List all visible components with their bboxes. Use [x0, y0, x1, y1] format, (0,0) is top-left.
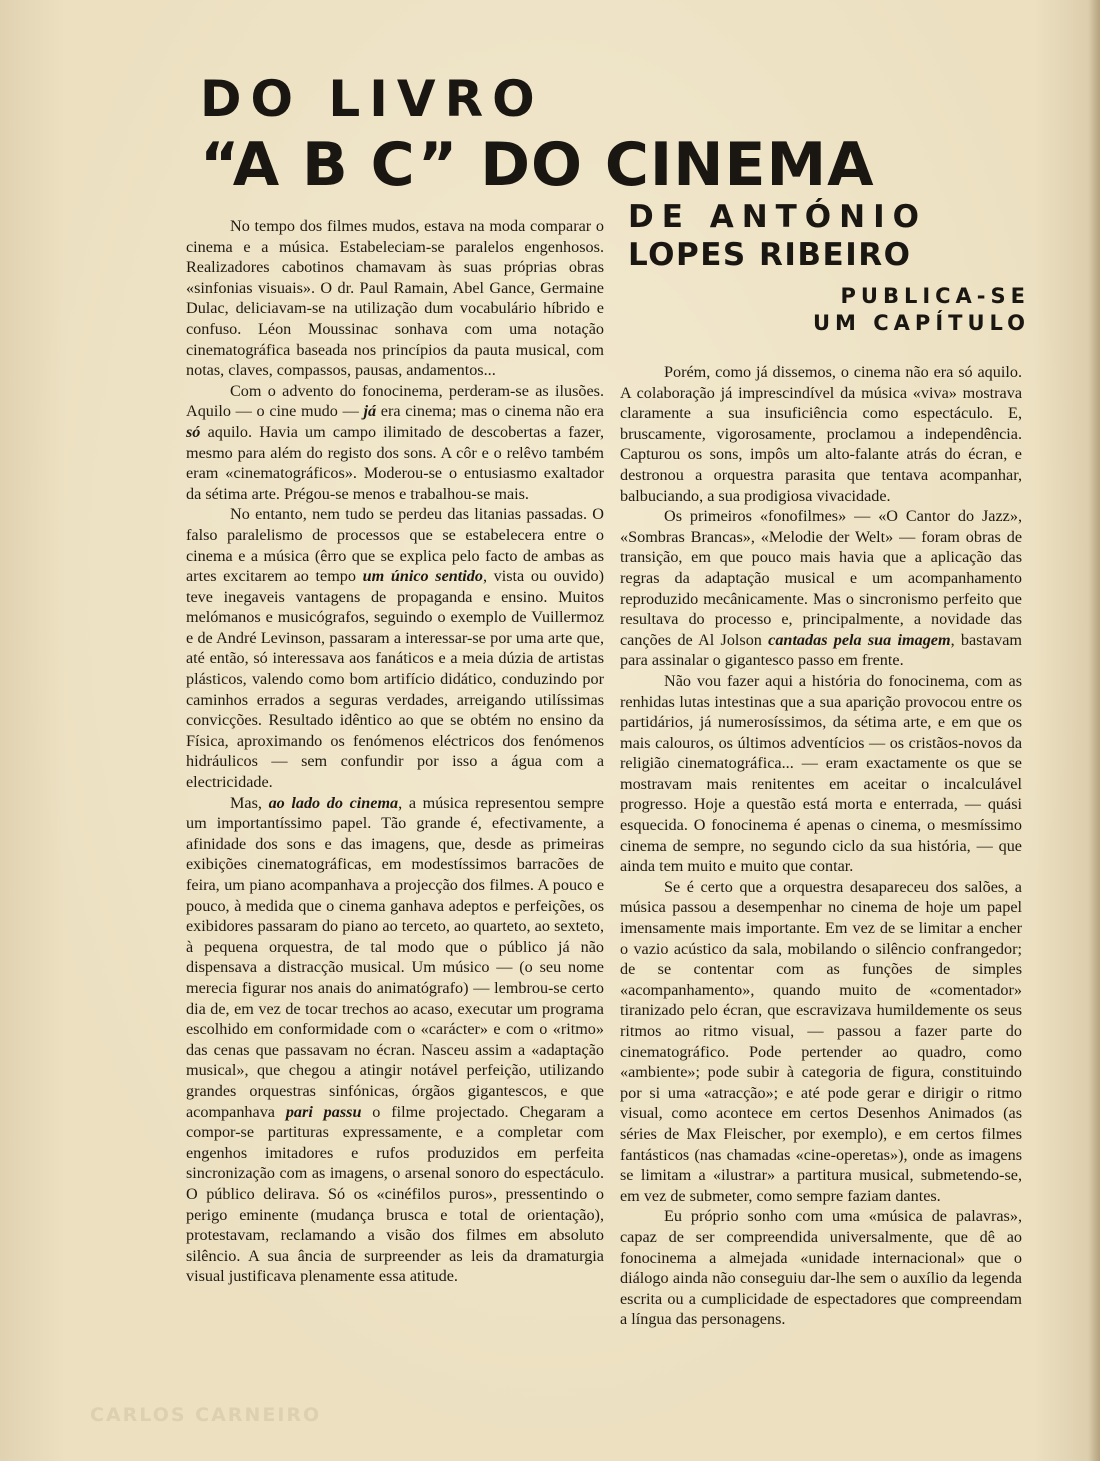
paragraph-text: , bastavam para assinalar o gigantesco passo em frente. — [620, 630, 1022, 670]
article-paragraph — [620, 506, 1022, 671]
left-text-column — [186, 216, 604, 1287]
article-paragraph — [186, 381, 604, 505]
paragraph-text: aquilo. Havia um campo ilimitado de descobertas a fazer, mesmo para além do registo dos sons. A côr e o relêvo também eram «cinematográficos». Moderou-se o entusiasmo exaltador da sétima arte. Prégou-se menos e trabalhou-se mais. — [186, 422, 604, 503]
emphasis-text: só — [186, 422, 201, 441]
title-line-2: “A B C” DO CINEMA — [200, 130, 875, 200]
article-paragraph — [186, 793, 604, 1287]
article-kicker — [813, 283, 1030, 337]
paragraph-text: Eu próprio sonho com uma «música de palavras», capaz de ser compreendida universalmente, que dê ao fonocinema a almejada «unidade internacional» que o diálogo ainda não conseguiu dar-lhe sem o auxílio da legenda escrita ou a cumplicidade de espectadores que compreendam a língua das personagens. — [620, 1207, 1022, 1329]
emphasis-text: pari passu — [285, 1102, 362, 1121]
author-line-2: LOPES RIBEIRO — [628, 237, 912, 273]
article-title — [200, 68, 875, 200]
paragraph-text: Se é certo que a orquestra desapareceu dos salões, a música passou a desempenhar no cinema de hoje um papel imensamente mais importante. Em vez de se limitar a encher o vazio acústico da sala, mobilando o silêncio confrangedor; de se contentar com as funções de simples «acompanhamento», quando muito de «comentador» tiranizado pelo écran, que escravizava humildemente os seus ritmos ao ritmo visual, — passou a fazer parte do cinematográfico. Pode pertender ao quadro, como «ambiente»; pode subir à categoria de figura, constituindo por si uma «atracção»; e até pode gerar e dirigir o ritmo visual, como acontece em certos Desenhos Animados (as séries de Max Fleischer, por exemplo), e em certos filmes fantásticos (nas chamadas «cine-operetas»), onde as imagens se limitam a «ilustrar» a partitura musical, submetendo-se, em vez de submeter, como sempre faziam dantes. — [620, 877, 1022, 1205]
paragraph-text: era cinema; mas o cinema não era — [376, 402, 604, 421]
paragraph-text: No entanto, nem tudo se perdeu das litanias passadas. O falso paralelismo de processos que se estabelecera entre o cinema e a música (êrro que se explica pelo facto de ambas as artes excitarem ao tempo — [186, 505, 604, 586]
emphasis-text: um único sentido — [362, 567, 483, 586]
article-paragraph — [620, 1206, 1022, 1330]
kicker-line-2: UM CAPÍTULO — [813, 311, 1030, 335]
right-text-column — [620, 362, 1022, 1330]
article-author — [628, 198, 927, 274]
emphasis-text: cantadas pela sua imagem — [768, 630, 951, 649]
faded-watermark: CARLOS CARNEIRO — [90, 1404, 322, 1426]
paragraph-text: , vista ou ouvido) teve inegaveis vantagens de propaganda e ensino. Muitos melómanos e musicógrafos, seguindo o exemplo de Vuillermoz e de André Levinson, passaram a interessar-se por uma arte que, até então, só interessava aos fanáticos e a meia dúzia de artistas plásticos, valendo como bom artifício didático, conduzindo por caminhos errados a seguras verdades, arreigando utilíssimas convicções. Resultado idêntico ao que se obtém no ensino da Física, aproximando os fenómenos eléctricos dos fenómenos hidráulicos — sem confundir por isso a água com a electricidade. — [186, 567, 605, 792]
emphasis-text: já — [363, 402, 377, 421]
paragraph-text: , a música representou sempre um importantíssimo papel. Tão grande é, efectivamente, a afinidade dos sons e das imagens, que, desde as primeiras exibições cinematográficas, em modestíssimos barracões de feira, um piano acompanhava a projecção dos filmes. A pouco e pouco, à medida que o cinema ganhava adeptos e perfeições, os exibidores passaram do piano ao terceto, ao quarteto, ao sexteto, à pequena orquestra, de tal modo que o público já não dispensava a distracção musical. Um músico — (o seu nome merecia figurar nos anais do animatógrafo) — lembrou-se certo dia de, em vez de tocar trechos ao acaso, executar um programa escolhido em conformidade com o «carácter» e com o «ritmo» das cenas que passavam no écran. Nasceu assim a «adaptação musical», que chegou a atingir notável perfeição, utilizando grandes orquestras sinfónicas, órgãos gigantescos, e que acompanhava — [186, 793, 604, 1121]
paragraph-text: Os primeiros «fonofilmes» — «O Cantor do Jazz», «Sombras Brancas», «Melodie der Welt» — foram obras de transição, em que pouco mais havia que a aplicação das regras da adaptação musical e um acompanhamento reproduzido mecânicamente. Mas o sincronismo perfeito que resultava do processo e, principalmente, a novidade das canções de Al Jolson — [620, 507, 1022, 649]
article-paragraph — [620, 362, 1022, 506]
emphasis-text: ao lado do cinema — [268, 793, 399, 812]
title-line-1: DO LIVRO — [200, 70, 544, 128]
paragraph-text: No tempo dos filmes mudos, estava na moda comparar o cinema e a música. Estabeleciam-se paralelos engenhosos. Realizadores cabotinos chamavam às suas próprias obras «sinfonias visuais». O dr. Paul Ramain, Abel Gance, Germaine Dulac, deliciavam-se na utilização dum vocabulário híbrido e confuso. Léon Moussinac sonhava com uma notação cinematográfica baseada nos princípios da pauta musical, com notas, claves, compassos, pausas, andamentos... — [186, 217, 604, 380]
article-paragraph — [620, 671, 1022, 877]
article-paragraph — [620, 877, 1022, 1207]
paragraph-text: o filme projectado. Chegaram a compor-se partituras expressamente, e a completar com engenhos imitadores e rufos produzidos em perfeita sincronização com as imagens, o arsenal sonoro do espectáculo. O público delirava. Só os «cinéfilos puros», pressentindo o perigo eminente (mudança brusca e total de orientação), protestavam, reclamando a visão dos filmes em absoluto silêncio. A sua ância de surpreender as leis da dramaturgia visual justificava plenamente essa atitude. — [186, 1102, 604, 1286]
paragraph-text: Mas, — [230, 793, 269, 812]
author-line-1: DE ANTÓNIO — [628, 199, 927, 235]
paragraph-text: Com o advento do fonocinema, perderam-se as ilusões. Aquilo — o cine mudo — — [186, 381, 604, 421]
article-paragraph — [186, 216, 604, 381]
paragraph-text: Não vou fazer aqui a história do fonocinema, com as renhidas lutas intestinas que a sua aparição provocou entre os partidários, já numerosíssimos, da sétima arte, e em que os mais calouros, os últimos adventícios — os cristãos-novos da religião cinematográfica... — eram exactamente os que se mostravam mais renitentes em aceitar o incalculável progresso. Hoje a questão está morta e enterrada, — quási esquecida. O fonocinema é apenas o cinema, o mesmíssimo cinema de sempre, no segundo ciclo da sua história, — que ainda tem muito e muito que contar. — [620, 671, 1022, 876]
page-edge-shadow — [1088, 0, 1100, 1461]
paragraph-text: Porém, como já dissemos, o cinema não era só aquilo. A colaboração já imprescindível da música «viva» mostrava claramente a sua insuficiência como espectáculo. E, bruscamente, vigorosamente, proclamou a independência. Capturou os sons, impôs um alto-falante atrás do écran, e destronou a orquestra parasita que tentava acompanhar, balbuciando, a sua prodigiosa vivacidade. — [620, 363, 1022, 505]
kicker-line-1: PUBLICA-SE — [840, 284, 1030, 308]
article-paragraph — [186, 504, 604, 792]
